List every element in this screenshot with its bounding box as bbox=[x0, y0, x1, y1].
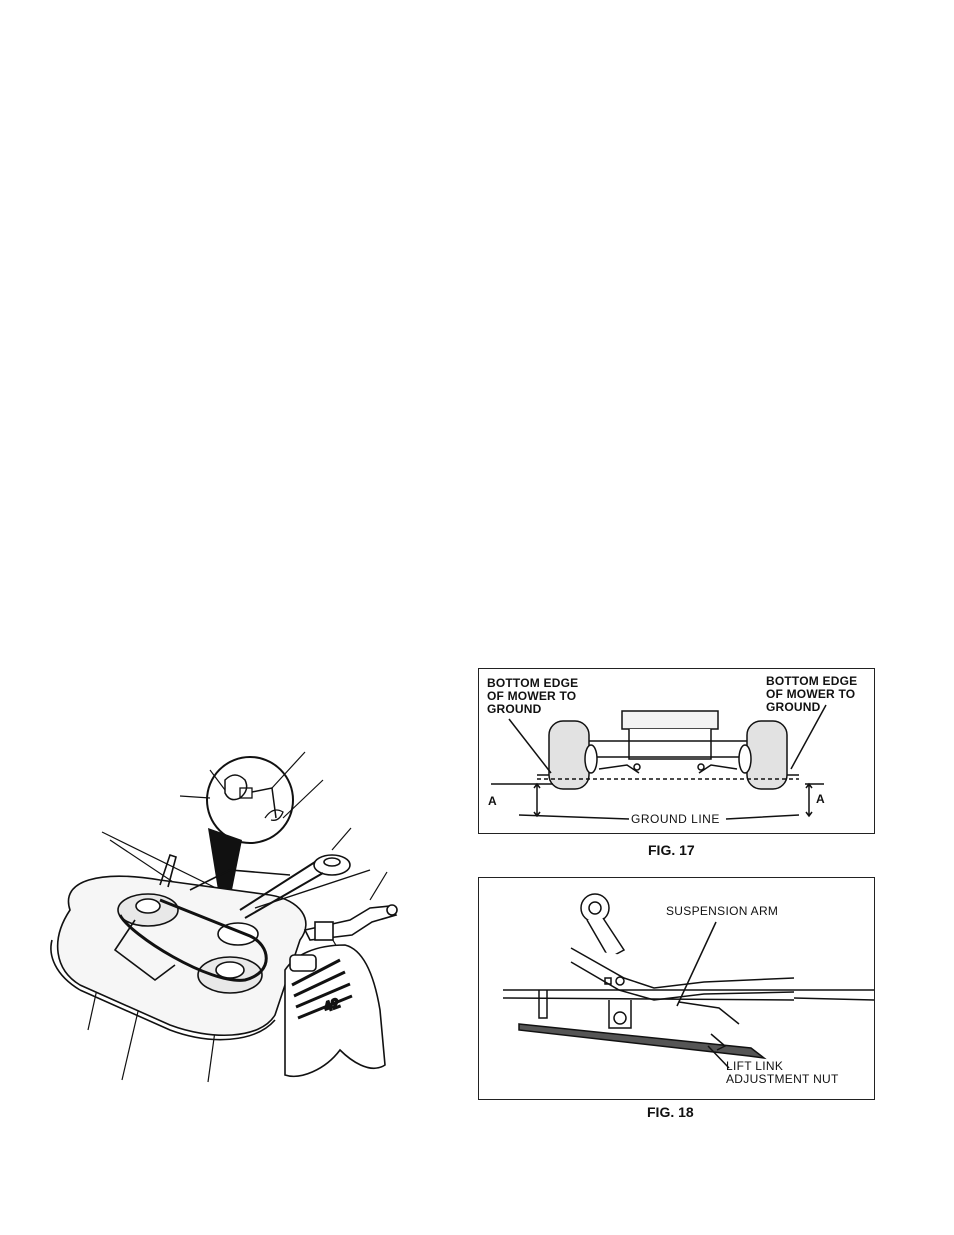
fig17-label-right: BOTTOM EDGE OF MOWER TO GROUND bbox=[766, 674, 858, 714]
fig17-dim-left: A bbox=[488, 794, 497, 808]
detail-inset bbox=[207, 757, 293, 843]
fig17-dim-right: A bbox=[816, 792, 825, 806]
lift-arm bbox=[305, 905, 397, 940]
deck-badge: 42 bbox=[321, 994, 342, 1015]
fig18-caption: FIG. 18 bbox=[647, 1104, 694, 1120]
fig17-ground-line: GROUND LINE bbox=[631, 812, 720, 826]
discharge-chute bbox=[285, 945, 385, 1076]
fig17-caption: FIG. 17 bbox=[648, 842, 695, 858]
fig17-panel bbox=[478, 668, 875, 834]
fig18-panel bbox=[478, 877, 875, 1100]
deck-body bbox=[51, 855, 306, 1040]
fig18-lift-link-label: LIFT LINK ADJUSTMENT NUT bbox=[726, 1059, 839, 1086]
drive-pulley bbox=[240, 855, 370, 918]
fig18-suspension-arm-label: SUSPENSION ARM bbox=[666, 904, 779, 918]
mower-deck-illustration bbox=[40, 740, 420, 1085]
fig17-label-left: BOTTOM EDGE OF MOWER TO GROUND bbox=[487, 676, 579, 716]
